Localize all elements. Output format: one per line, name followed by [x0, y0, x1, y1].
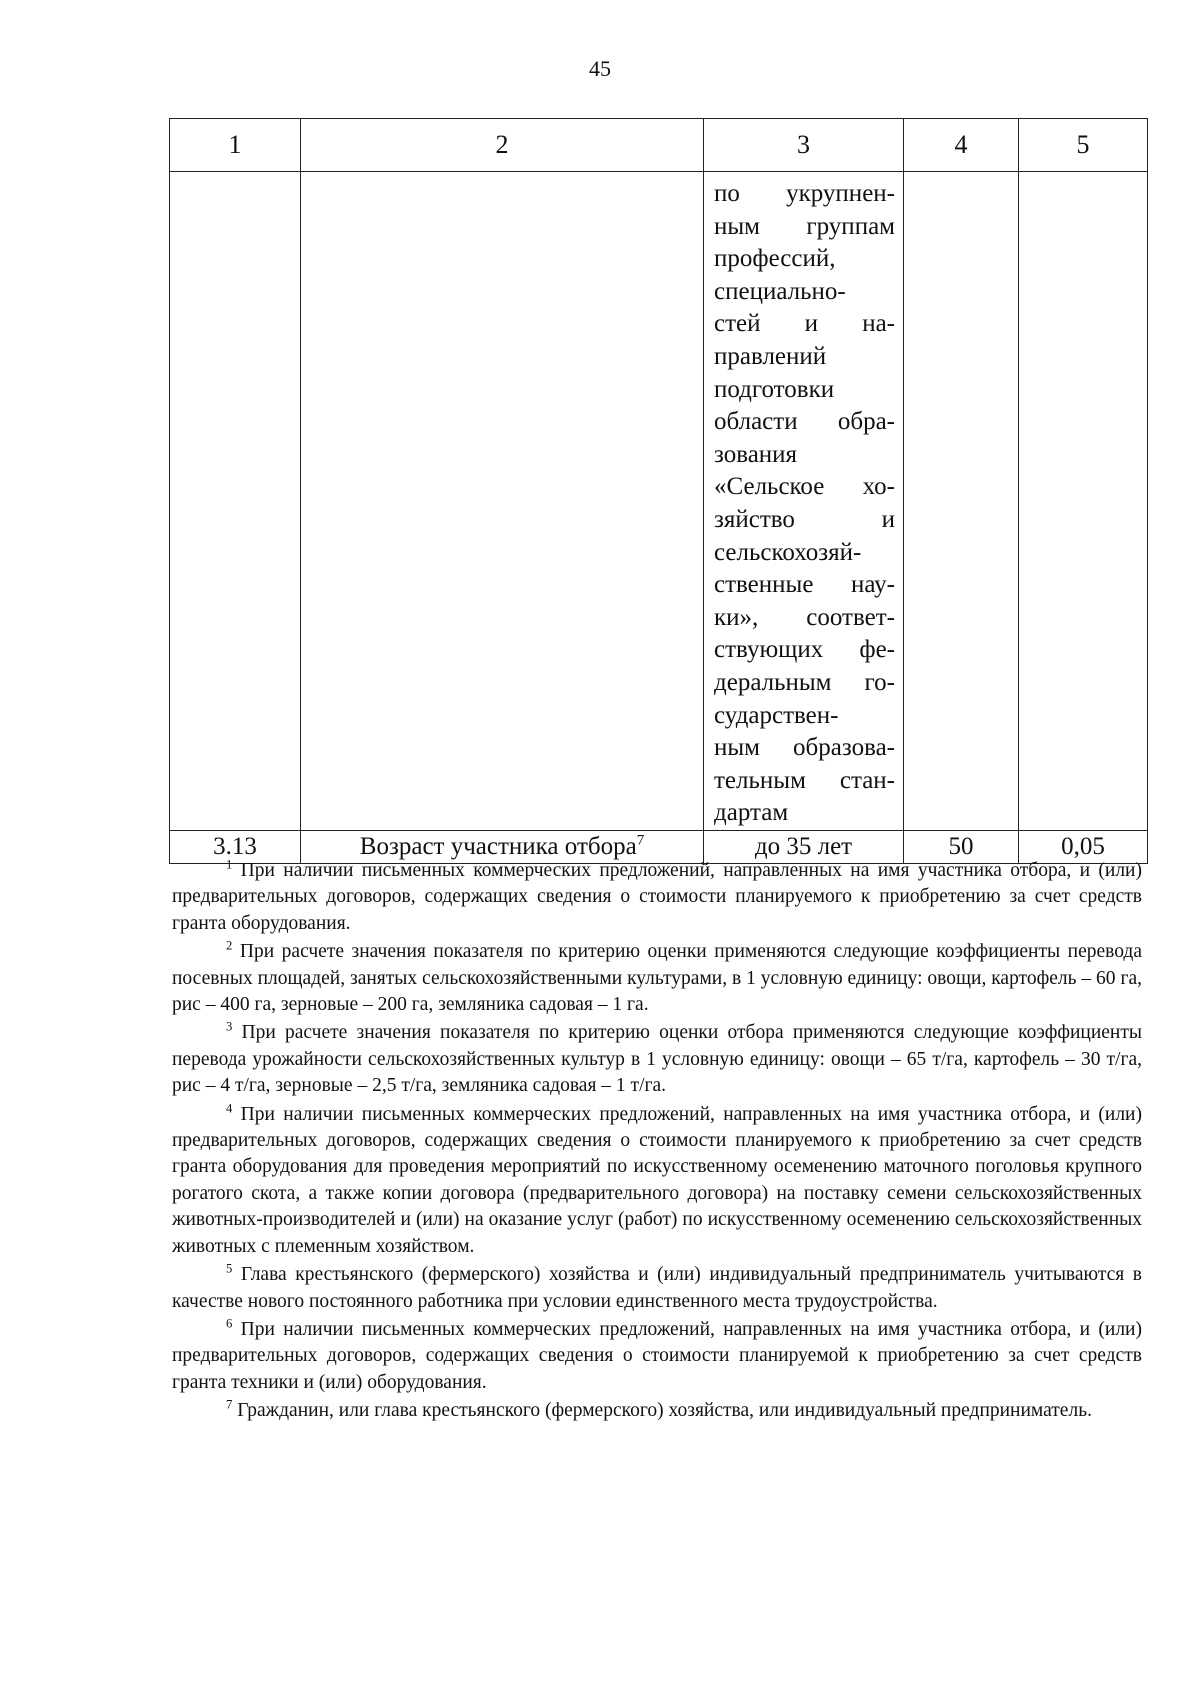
footnote-number: 7: [226, 1397, 233, 1412]
indicator-line: тельным стан-: [714, 766, 895, 794]
footnote: [172, 858, 1142, 937]
footnote: [172, 1262, 1142, 1315]
header-cell: 4: [904, 119, 1019, 172]
header-cell: 1: [170, 119, 301, 172]
footnote-number: 6: [226, 1316, 233, 1331]
footnote-text: При наличии письменных коммерческих предложений, направленных на имя участника отбора, и (или) предварительных договоров, содержащих сведения о стоимости планируемого к приобретению за счет средств гранта оборудования для проведения мероприятий по искусственному осеменению маточного поголовья крупного рогатого скота, а также копии договора (предварительного договора) на поставку семени сельскохозяйственных животных-производителей и (или) на оказание услуг (работ) по искусственному осеменению сельскохозяйственных животных с племенным хозяйством.: [172, 1103, 1142, 1257]
indicator-line: «Сельское хо-: [714, 473, 895, 501]
indicator-line: специально-: [714, 277, 846, 305]
table-cell: [1019, 172, 1148, 831]
table-cell: [170, 172, 301, 831]
footnote: [172, 1317, 1142, 1396]
footnote-text: Гражданин, или глава крестьянского (фермерского) хозяйства, или индивидуальный предприниматель.: [232, 1400, 1092, 1422]
footnote-text: При расчете значения показателя по критерию оценки применяются следующие коэффициенты перевода посевных площадей, занятых сельскохозяйственными культурами, в 1 условную единицу: овощи, картофель – 60 га, рис – 400 га, зерновые – 200 га, земляника садовая – 1 га.: [172, 941, 1142, 1016]
footnote: [172, 939, 1142, 1018]
footnote-number: 2: [226, 938, 233, 953]
header-cell: 3: [704, 119, 904, 172]
indicator-line: по укрупнен-: [714, 180, 895, 207]
indicator-line: области обра-: [714, 408, 895, 436]
indicator-line: зяйство и: [714, 505, 895, 533]
weight-cell: 0,05: [1019, 830, 1148, 863]
table-cell-indicator: [704, 172, 904, 831]
table-cell: [904, 172, 1019, 831]
points-cell: 50: [904, 830, 1019, 863]
indicator-line: ственные нау-: [714, 571, 895, 599]
indicator-line: ствующих фе-: [714, 636, 895, 664]
indicator-line: дартам: [714, 799, 789, 827]
indicator-line: сударствен-: [714, 701, 839, 729]
page-number: 45: [589, 56, 611, 81]
indicator-line: деральным го-: [714, 668, 895, 696]
indicator-line: правлений: [714, 342, 827, 370]
indicator-line: ным группам: [714, 212, 895, 240]
indicator-line: зования: [714, 440, 798, 468]
footnote: [172, 1020, 1142, 1099]
footnote: [172, 1398, 1142, 1424]
value-cell: до 35 лет: [704, 830, 904, 863]
table-header-row: [170, 119, 1148, 172]
indicator-text: [704, 172, 903, 830]
footnote-text: При расчете значения показателя по критерию оценки отбора применяются следующие коэффициенты перевода урожайности сельскохозяйственных культур в 1 условную единицу: овощи – 65 т/га, картофель – 30 т/га, рис – 4 т/га, зерновые – 2,5 т/га, земляника садовая – 1 т/га.: [172, 1022, 1142, 1097]
indicator-line: сельскохозяй-: [714, 538, 862, 566]
footnote: [172, 1102, 1142, 1260]
header-cell: 2: [301, 119, 704, 172]
footnote-ref: 7: [636, 832, 645, 849]
table-cell: [301, 172, 704, 831]
header-cell: 5: [1019, 119, 1148, 172]
footnote-text: При наличии письменных коммерческих предложений, направленных на имя участника отбора, и (или) предварительных договоров, содержащих сведения о стоимости планируемой к приобретению за счет средств гранта техники и (или) оборудования.: [172, 1318, 1142, 1393]
row-number: 3.13: [170, 830, 301, 863]
table-row-continuation: [170, 172, 1148, 831]
footnote-number: 4: [226, 1101, 233, 1116]
indicator-line: профессий,: [714, 245, 836, 273]
indicator-line: ки», соответ-: [714, 603, 895, 631]
footnote-number: 1: [226, 857, 233, 872]
footnote-number: 3: [226, 1019, 233, 1034]
footnote-text: При наличии письменных коммерческих предложений, направленных на имя участника отбора, и (или) предварительных договоров, содержащих сведения о стоимости планируемого к приобретению за счет средств гранта оборудования.: [172, 860, 1142, 934]
footnotes: [172, 858, 1142, 1427]
indicator-line: стей и на-: [714, 310, 895, 338]
footnote-number: 5: [226, 1261, 233, 1276]
indicator-line: подготовки: [714, 375, 835, 403]
indicator-line: ным образова-: [714, 734, 895, 762]
criteria-table: [169, 118, 1148, 864]
footnote-text: Глава крестьянского (фермерского) хозяйства и (или) индивидуальный предприниматель учитываются в качестве нового постоянного работника при условии единственного места трудоустройства.: [172, 1264, 1142, 1312]
criterion-text: Возраст участника отбора: [359, 832, 637, 860]
